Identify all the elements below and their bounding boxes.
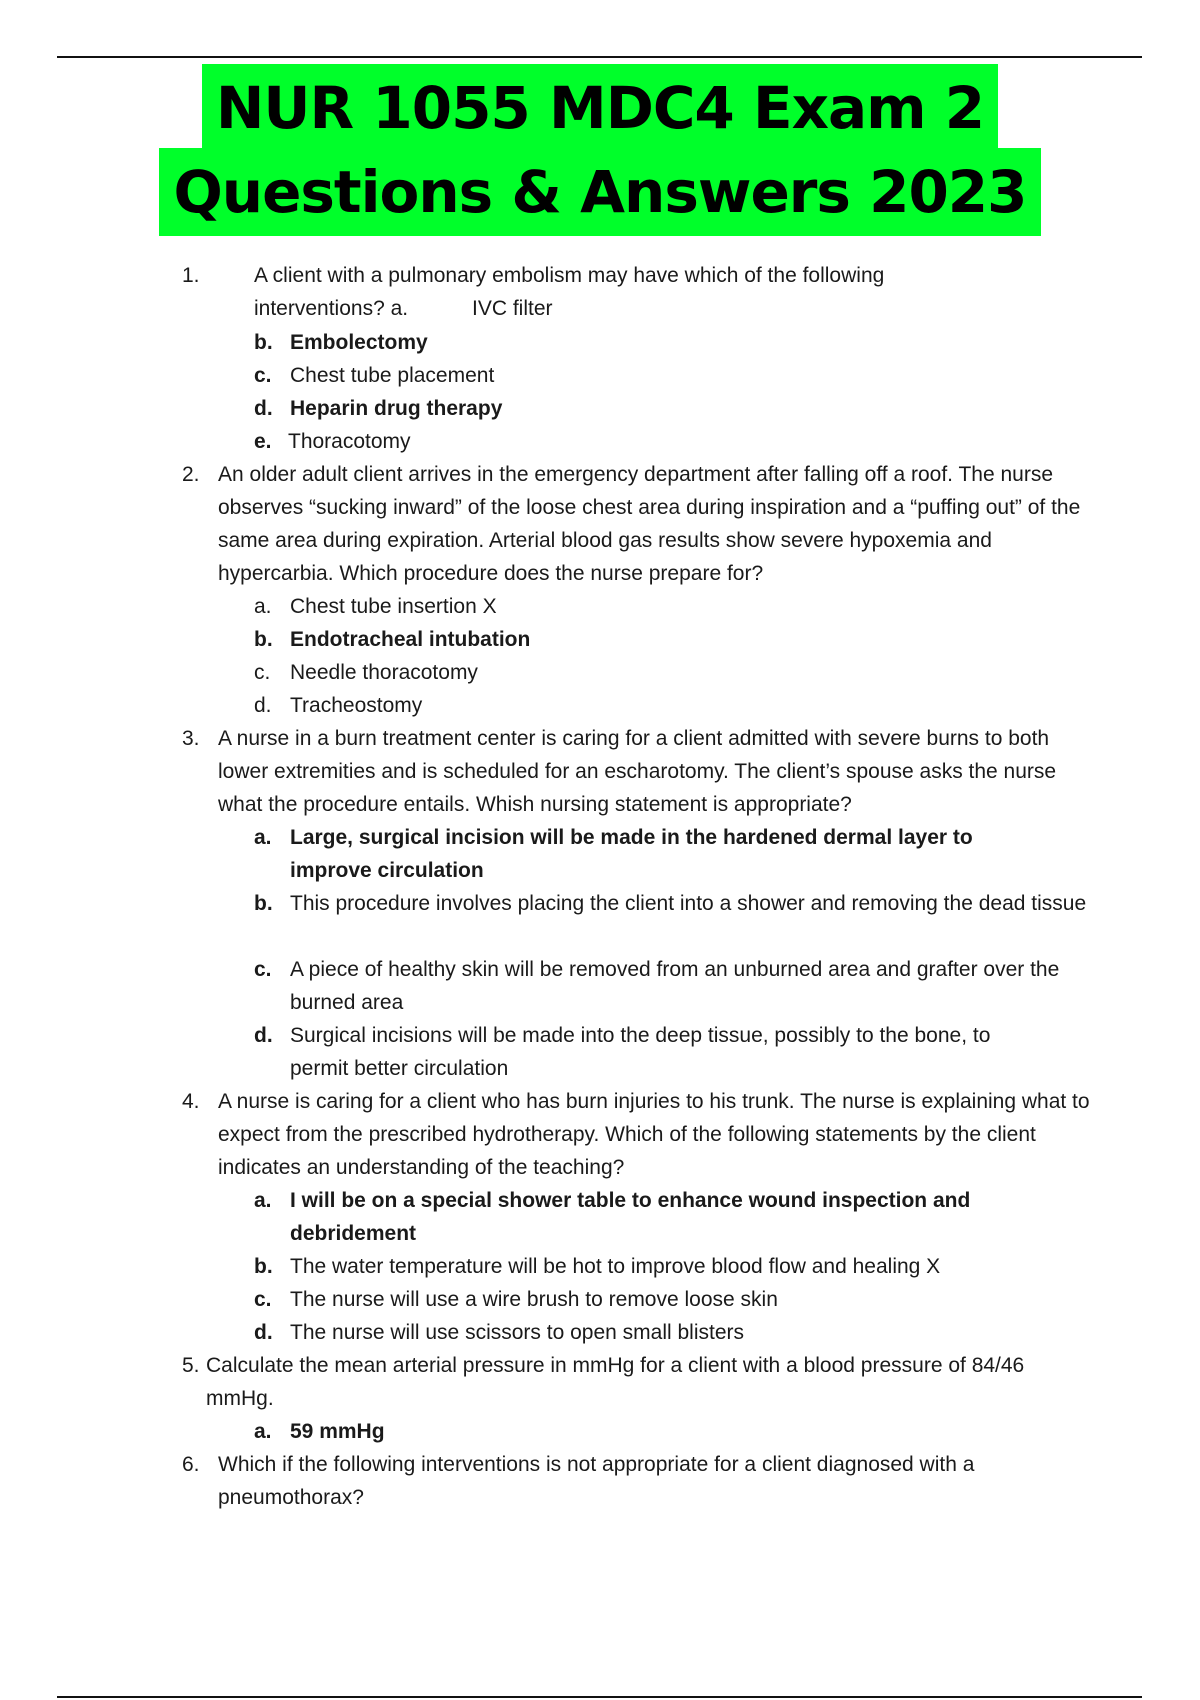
option-text: Surgical incisions will be made into the deep tissue, possibly to the bone, to permit better circulation [290, 1024, 991, 1080]
option-text: The nurse will use a wire brush to remove loose skin [290, 1288, 778, 1311]
option-letter: c. [254, 661, 271, 684]
option-text: The nurse will use scissors to open small blisters [290, 1321, 745, 1344]
question-text: A nurse in a burn treatment center is caring for a client admitted with severe burns to both lower extremities and is scheduled for an escharotomy. The client’s spouse asks the nurse what the procedure entails. Whish nursing statement is appropriate? [218, 727, 1057, 816]
option-text: Large, surgical incision will be made in the hardened dermal layer to improve circulation [290, 826, 973, 882]
option-letter: a. [254, 595, 272, 618]
option-text: Embolectomy [290, 331, 428, 354]
question-number: 3. [182, 727, 200, 750]
question-text: A nurse is caring for a client who has burn injuries to his trunk. The nurse is explaining what to expect from the prescribed hydrotherapy. Which of the following statements by the client indicates an understanding of the teaching? [218, 1090, 1090, 1179]
question-number: 4. [182, 1090, 200, 1113]
option-letter: b. [254, 892, 273, 915]
option-letter: a. [254, 1189, 272, 1212]
question-text: Calculate the mean arterial pressure in mmHg for a client with a blood pressure of 84/46 mmHg. [206, 1354, 1025, 1410]
option-letter: d. [254, 1024, 273, 1047]
option-text: Endotracheal intubation [290, 628, 531, 651]
option-text: Needle thoracotomy [290, 661, 478, 684]
option-letter: b. [254, 1255, 273, 1278]
question-number: 5. [182, 1354, 200, 1377]
question-text: An older adult client arrives in the emergency department after falling off a roof. The nurse observes “sucking inward” of the loose chest area during inspiration and a “puffing out” of the same area during expiration. Arterial blood gas results show severe hypoxemia and hypercarbia. Which procedure does the nurse prepare for? [218, 463, 1081, 585]
option-text: Tracheostomy [290, 694, 423, 717]
title-line-1: NUR 1055 MDC4 Exam 2 [202, 64, 998, 152]
option-text: A piece of healthy skin will be removed from an unburned area and grafter over the burned area [290, 958, 1060, 1014]
option-letter: b. [254, 331, 273, 354]
document-title [0, 64, 1200, 236]
option-text: Thoracotomy [288, 430, 411, 453]
option-letter: c. [254, 1288, 272, 1311]
option-letter: a. [254, 826, 272, 849]
option-letter: b. [254, 628, 273, 651]
option-text: This procedure involves placing the client into a shower and removing the dead tissue [290, 892, 1087, 915]
option-letter: c. [254, 364, 272, 387]
option-text: Chest tube placement [290, 364, 495, 387]
option-letter: d. [254, 397, 273, 420]
option-text: 59 mmHg [290, 1420, 385, 1443]
question-number: 2. [182, 463, 200, 486]
option-text: Heparin drug therapy [290, 397, 503, 420]
option-letter: e. [254, 430, 272, 453]
question-text: Which if the following interventions is not appropriate for a client diagnosed with a pneumothorax? [218, 1453, 975, 1509]
question-text: A client with a pulmonary embolism may have which of the following [254, 264, 885, 287]
title-line-2: Questions & Answers 2023 [159, 148, 1040, 236]
option-text: I will be on a special shower table to enhance wound inspection and debridement [290, 1189, 971, 1245]
option-text: IVC filter [472, 297, 553, 320]
option-text: Chest tube insertion X [290, 595, 497, 618]
question-text: interventions? a. [254, 297, 409, 320]
question-number: 1. [182, 264, 200, 287]
bottom-rule [57, 1696, 1142, 1698]
option-letter: d. [254, 694, 272, 717]
option-letter: c. [254, 958, 272, 981]
option-letter: a. [254, 1420, 272, 1443]
option-letter: d. [254, 1321, 273, 1344]
option-text: The water temperature will be hot to improve blood flow and healing X [290, 1255, 941, 1278]
question-number: 6. [182, 1453, 200, 1476]
top-rule [57, 56, 1142, 58]
